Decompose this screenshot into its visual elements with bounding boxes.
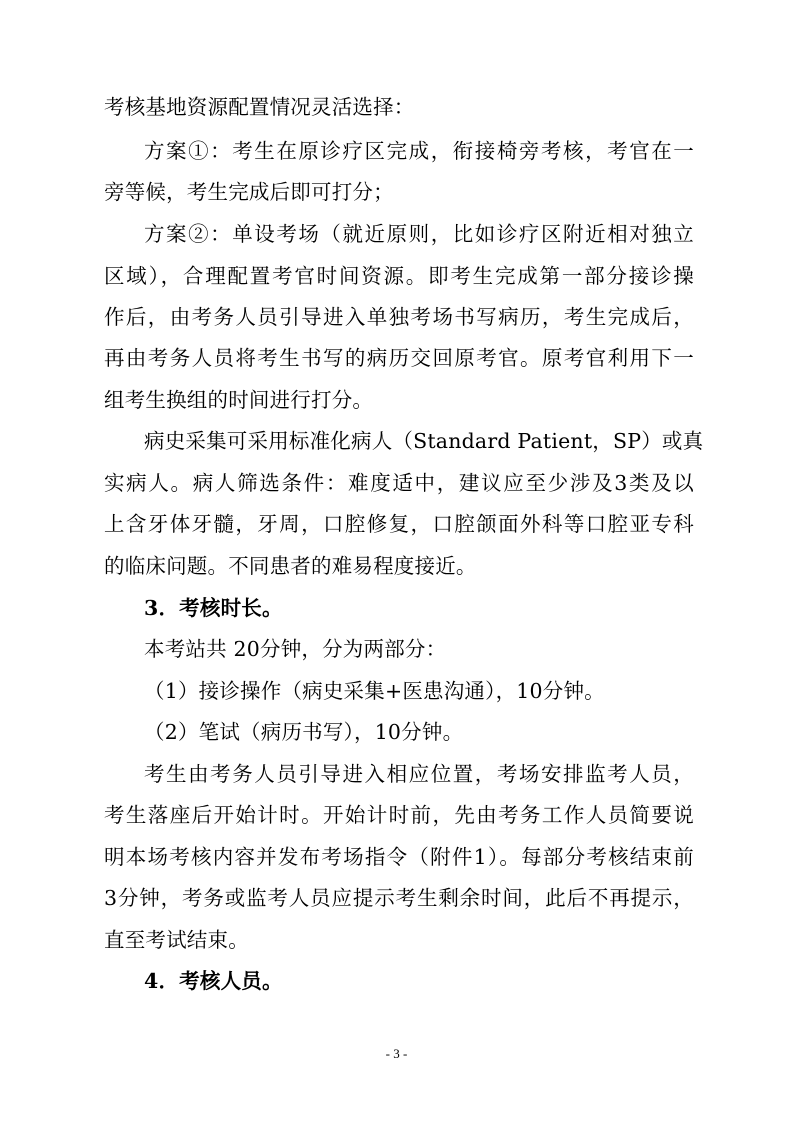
- plan-2-line: 区域），合理配置考官时间资源。即考生完成第一部分接诊操: [104, 264, 694, 288]
- plan-1-line: 方案①：考生在原诊疗区完成，衔接椅旁考核，考官在一: [144, 139, 694, 163]
- duration-line: 本考站共 20分钟，分为两部分：: [144, 637, 447, 661]
- procedure-paragraph-line: 3分钟，考务或监考人员应提示考生剩余时间，此后不再提示，: [104, 886, 694, 910]
- plan-1-line: 旁等候，考生完成后即可打分；: [104, 180, 394, 204]
- page-number: - 3 -: [385, 1046, 408, 1061]
- paragraph-line: 考核基地资源配置情况灵活选择：: [104, 95, 415, 119]
- plan-2-line: 组考生换组的时间进行打分。: [104, 388, 374, 412]
- plan-2-line: 再由考务人员将考生书写的病历交回原考官。原考官利用下一: [104, 346, 694, 370]
- duration-part-2: （2）笔试（病历书写），10分钟。: [144, 720, 464, 744]
- section-heading-staff: 4．考核人员。: [144, 969, 283, 993]
- procedure-paragraph-line: 考生由考务人员引导进入相应位置，考场安排监考人员，: [144, 762, 694, 786]
- patient-paragraph-line: 病史采集可采用标准化病人（Standard Patient，SP）或真: [144, 429, 704, 453]
- procedure-paragraph-line: 考生落座后开始计时。开始计时前，先由考务工作人员简要说: [104, 803, 694, 827]
- plan-2-line: 方案②：单设考场（就近原则，比如诊疗区附近相对独立: [144, 222, 694, 246]
- patient-paragraph-line: 实病人。病人筛选条件：难度适中，建议应至少涉及3类及以: [104, 471, 694, 495]
- procedure-paragraph-line: 直至考试结束。: [104, 928, 249, 952]
- plan-2-line: 作后，由考务人员引导进入单独考场书写病历，考生完成后，: [104, 305, 694, 329]
- procedure-paragraph-line: 明本场考核内容并发布考场指令（附件1）。每部分考核结束前: [104, 845, 694, 869]
- patient-paragraph-line: 的临床问题。不同患者的难易程度接近。: [104, 554, 477, 578]
- patient-paragraph-line: 上含牙体牙髓，牙周，口腔修复，口腔颌面外科等口腔亚专科: [104, 512, 694, 536]
- section-heading-duration: 3．考核时长。: [144, 596, 283, 620]
- duration-part-1: （1）接诊操作（病史采集+医患沟通），10分钟。: [144, 679, 605, 703]
